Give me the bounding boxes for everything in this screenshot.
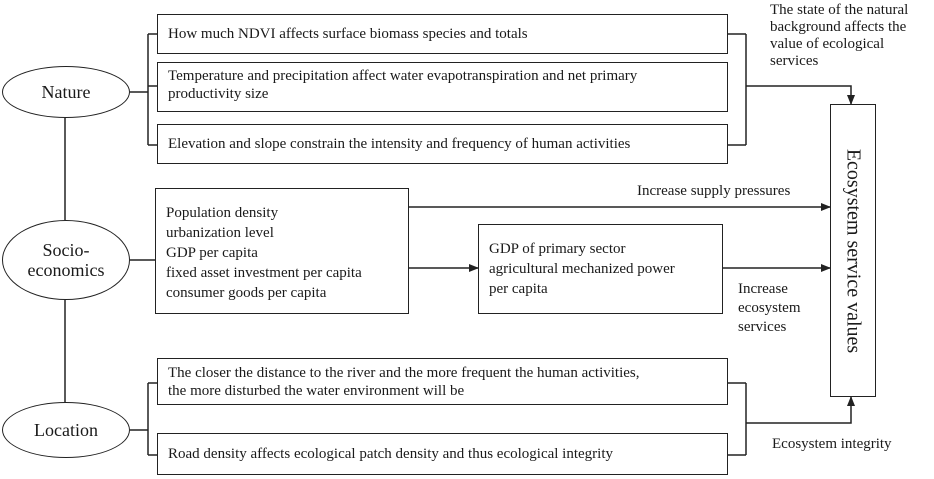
ndvi-box	[157, 14, 728, 54]
temperature-text-line2: productivity size	[168, 86, 269, 102]
indicator-item: fixed asset investment per capita	[166, 265, 362, 281]
nature-oval	[2, 66, 130, 118]
indicator-item: GDP per capita	[166, 245, 258, 261]
indicator-item: urbanization level	[166, 225, 274, 241]
socio-indicators-box	[155, 188, 409, 314]
increase-services-label	[738, 280, 800, 337]
note-line: The state of the natural	[770, 2, 909, 18]
elevation-box	[157, 124, 728, 164]
elevation-text: Elevation and slope constrain the intensity and frequency of human activities	[168, 136, 631, 152]
primary-sector-box	[478, 224, 723, 314]
note-line: Increase	[738, 281, 788, 297]
note-line: ecosystem	[738, 300, 801, 316]
supply-text: Increase supply pressures	[637, 183, 791, 199]
arrow-location-to-target	[746, 397, 851, 423]
socio-label-line2: economics	[27, 260, 105, 280]
integrity-text: Ecosystem integrity	[772, 436, 892, 452]
target-label: Ecosystem service values	[842, 148, 865, 353]
primary-text-line3: per capita	[489, 281, 548, 297]
socio-label-line1: Socio-	[42, 240, 90, 260]
temperature-box	[157, 62, 728, 112]
note-line: background affects the	[770, 19, 907, 35]
primary-text-line2: agricultural mechanized power	[489, 261, 675, 277]
primary-text-line1: GDP of primary sector	[489, 241, 626, 257]
ecosystem-service-values-box	[830, 104, 876, 397]
supply-pressures-label	[637, 183, 790, 200]
note-line: services	[738, 319, 787, 335]
road-density-box	[157, 433, 728, 475]
note-line: value of ecological	[770, 36, 885, 52]
nature-label: Nature	[41, 82, 91, 102]
natural-background-note	[770, 2, 934, 70]
river-distance-box	[157, 358, 728, 405]
socio-economics-oval	[2, 220, 130, 300]
indicator-item: consumer goods per capita	[166, 285, 327, 301]
ecosystem-integrity-label	[772, 436, 892, 453]
arrow-nature-to-target	[770, 86, 851, 104]
note-line: services	[770, 53, 819, 69]
river-text-line2: the more disturbed the water environment will be	[168, 383, 465, 399]
road-text: Road density affects ecological patch density and thus ecological integrity	[168, 446, 614, 462]
temperature-text-line1: Temperature and precipitation affect water evapotranspiration and net primary	[168, 68, 638, 84]
location-oval	[2, 402, 130, 458]
river-text-line1: The closer the distance to the river and the more frequent the human activities,	[168, 365, 640, 381]
indicator-item: Population density	[166, 205, 279, 221]
location-label: Location	[34, 420, 98, 440]
ndvi-text: How much NDVI affects surface biomass species and totals	[168, 26, 528, 42]
